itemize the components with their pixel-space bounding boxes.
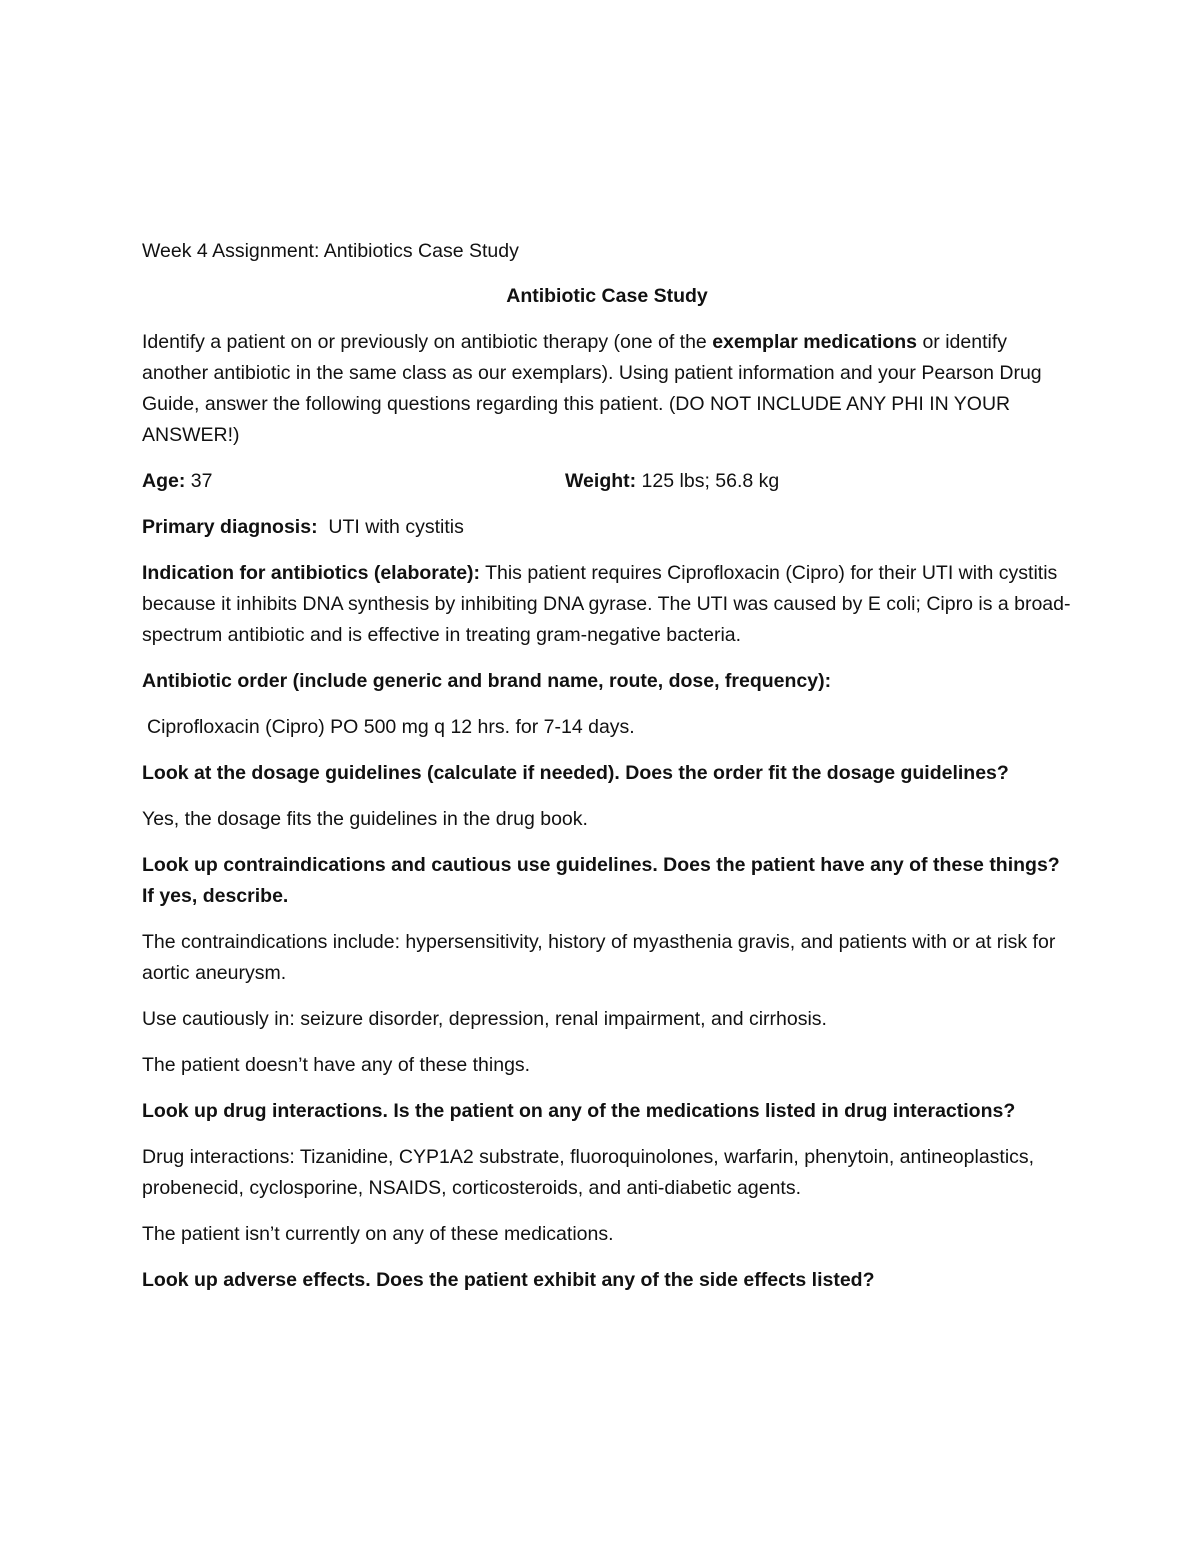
weight-value: 125 lbs; 56.8 kg bbox=[636, 470, 780, 492]
interactions-conclusion: The patient isn’t currently on any of these medications. bbox=[142, 1223, 614, 1245]
order-label: Antibiotic order (include generic and brand name, route, dose, frequency): bbox=[142, 670, 832, 692]
contraindications-answer: The contraindications include: hypersensitivity, history of myasthenia gravis, and patients with or at risk for aortic aneurysm. bbox=[142, 931, 1056, 984]
contraindications-question: Look up contraindications and cautious use guidelines. Does the patient have any of these things? If yes, describe. bbox=[142, 854, 1060, 907]
contraindications-conclusion: The patient doesn’t have any of these things. bbox=[142, 1054, 531, 1076]
indication-value: This patient requires Ciprofloxacin (Cipro) for their UTI with cystitis because it inhibits DNA synthesis by inhibiting DNA gyrase. The UTI was caused by E coli; Cipro is a broad-spectrum antibiotic and is effective in treating gram-negative bacteria. bbox=[142, 562, 1071, 646]
age-field bbox=[142, 466, 565, 497]
case-study-title: Antibiotic Case Study bbox=[506, 285, 708, 307]
weight-label: Weight: bbox=[565, 470, 637, 492]
age-value: 37 bbox=[185, 470, 213, 492]
indication-label: Indication for antibiotics (elaborate): bbox=[142, 562, 481, 584]
adverse-effects-question: Look up adverse effects. Does the patient exhibit any of the side effects listed? bbox=[142, 1269, 875, 1291]
intro-text-2: or identify another antibiotic in the same class as our exemplars). Using patient information and your Pearson Drug Guide, answer the following questions regarding this patient. (DO NOT INCLUDE ANY PHI IN YOUR ANSWER!) bbox=[142, 331, 1042, 446]
age-weight-row bbox=[142, 466, 1072, 497]
diagnosis-field bbox=[142, 512, 1072, 543]
weight-field bbox=[565, 466, 1072, 497]
indication-paragraph bbox=[142, 558, 1072, 651]
dosage-answer: Yes, the dosage fits the guidelines in the drug book. bbox=[142, 808, 588, 830]
diagnosis-label: Primary diagnosis: bbox=[142, 516, 318, 538]
intro-text-1: Identify a patient on or previously on antibiotic therapy (one of the bbox=[142, 331, 713, 353]
interactions-answer: Drug interactions: Tizanidine, CYP1A2 substrate, fluoroquinolones, warfarin, phenytoin, antineoplastics, probenecid, cyclosporine, NSAIDS, corticosteroids, and anti-diabetic agents. bbox=[142, 1146, 1035, 1199]
document-content bbox=[142, 236, 1072, 1311]
order-value: Ciprofloxacin (Cipro) PO 500 mg q 12 hrs. for 7-14 days. bbox=[147, 716, 635, 738]
intro-paragraph bbox=[142, 327, 1072, 451]
diagnosis-value: UTI with cystitis bbox=[317, 516, 464, 538]
intro-bold-text: exemplar medications bbox=[712, 331, 918, 353]
assignment-heading: Week 4 Assignment: Antibiotics Case Study bbox=[142, 240, 519, 262]
interactions-question: Look up drug interactions. Is the patient on any of the medications listed in drug interactions? bbox=[142, 1100, 1016, 1122]
cautious-use-answer: Use cautiously in: seizure disorder, depression, renal impairment, and cirrhosis. bbox=[142, 1008, 827, 1030]
dosage-question: Look at the dosage guidelines (calculate if needed). Does the order fit the dosage guidelines? bbox=[142, 762, 1009, 784]
age-label: Age: bbox=[142, 470, 186, 492]
